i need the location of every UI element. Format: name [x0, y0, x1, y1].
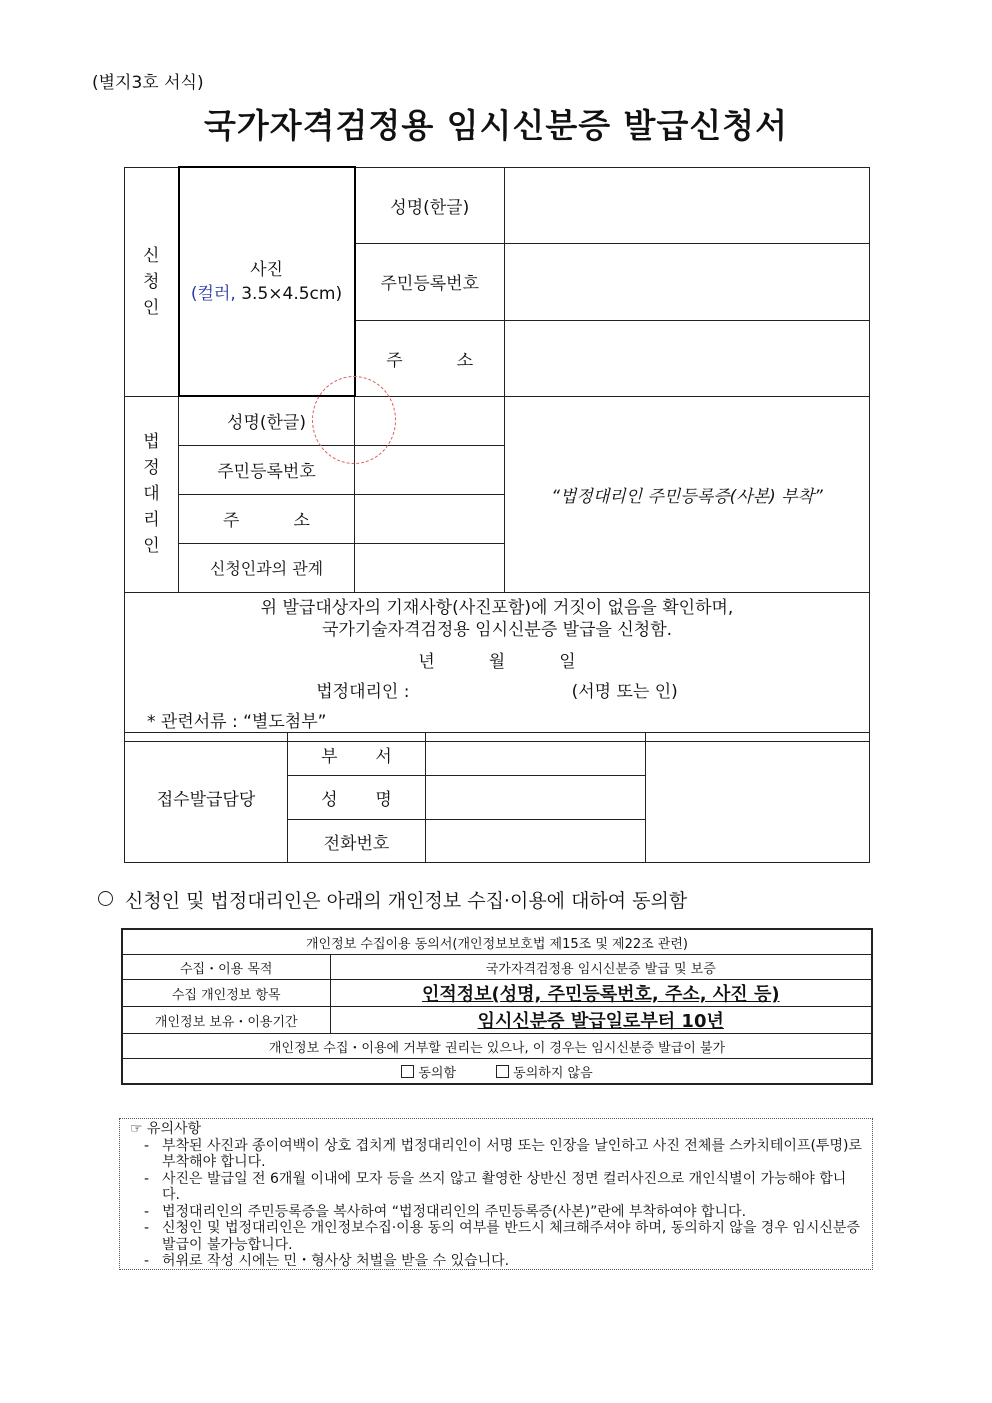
- representative-relation-label: 신청인과의 관계: [179, 543, 355, 592]
- reception-name-field[interactable]: [426, 776, 646, 820]
- note-item: - 허위로 작성 시에는 민・형사상 처벌을 받을 수 있습니다.: [144, 1253, 510, 1269]
- reception-name-label: 성 명: [288, 776, 426, 820]
- reception-phone-field[interactable]: [426, 820, 646, 863]
- reception-label: 접수발급담당: [125, 733, 288, 863]
- representative-section-label: 법 정 대 리 인: [125, 396, 179, 592]
- representative-name-label: 성명(한글): [179, 396, 355, 445]
- disagree-option[interactable]: 동의하지 않음: [496, 1066, 592, 1081]
- notes-box: [119, 1118, 873, 1270]
- photo-label: 사진: [250, 259, 283, 280]
- bullet-circle-icon: [98, 891, 113, 906]
- disagree-checkbox[interactable]: [496, 1065, 509, 1078]
- reception-phone-label: 전화번호: [288, 820, 426, 863]
- consent-heading: 신청인 및 법정대리인은 아래의 개인정보 수집·이용에 대하여 동의함: [98, 886, 687, 913]
- attachment-note: * 관련서류 : “별도첨부”: [147, 711, 327, 732]
- application-form-table: [124, 166, 870, 742]
- agree-option[interactable]: 동의함: [401, 1066, 456, 1081]
- agree-checkbox[interactable]: [401, 1065, 414, 1078]
- applicant-address-label: 주 소: [355, 320, 505, 396]
- document-title: 국가자격검정용 임시신분증 발급신청서: [204, 106, 788, 145]
- reception-table: [124, 732, 870, 863]
- representative-address-label: 주 소: [179, 494, 355, 543]
- applicant-section-label: 신 청 인: [125, 167, 179, 396]
- consent-purpose-value: 국가자격검정용 임시신분증 발급 및 보증: [330, 955, 872, 980]
- reception-dept-label: 부 서: [288, 733, 426, 776]
- signature-line[interactable]: 법정대리인 : (서명 또는 인): [316, 681, 678, 702]
- note-item: - 신청인 및 법정대리인은 개인정보수집·이용 동의 여부를 반드시 체크해주셔야 하며, 동의하지 않을 경우 임시신분증 발급이 불가능합니다.: [144, 1220, 860, 1253]
- consent-period-value: 임시신분증 발급일로부터 10년: [330, 1007, 872, 1034]
- representative-id-label: 주민등록번호: [179, 445, 355, 494]
- applicant-address-field[interactable]: [505, 320, 870, 396]
- declaration-section: [125, 592, 870, 741]
- note-item: - 부착된 사진과 종이여백이 상호 겹치게 법정대리인이 서명 또는 인장을 날인하고 사진 전체를 스카치테이프(투명)로 부착해야 합니다.: [144, 1137, 862, 1170]
- consent-table: [121, 928, 873, 1085]
- reception-stamp-area[interactable]: [646, 733, 870, 863]
- reception-dept-field[interactable]: [426, 733, 646, 776]
- applicant-id-field[interactable]: [505, 243, 870, 320]
- applicant-name-field[interactable]: [505, 167, 870, 243]
- consent-items-value: 인적정보(성명, 주민등록번호, 주소, 사진 등): [330, 980, 872, 1007]
- declaration-line-2: 국가기술자격검정용 임시신분증 발급을 신청함.: [321, 619, 673, 640]
- applicant-id-label: 주민등록번호: [355, 243, 505, 320]
- consent-choice-row: [122, 1059, 872, 1085]
- representative-id-field[interactable]: [355, 445, 505, 494]
- date-line[interactable]: 년 월 일: [418, 651, 576, 672]
- representative-name-field[interactable]: [355, 396, 505, 445]
- consent-table-title: 개인정보 수집이용 동의서(개인정보보호법 제15조 및 제22조 관련): [122, 929, 872, 955]
- note-item: - 사진은 발급일 전 6개월 이내에 모자 등을 쓰지 않고 촬영한 상반신 정면 컬러사진으로 개인식별이 가능해야 합니다.: [144, 1170, 847, 1203]
- consent-items-label: 수집 개인정보 항목: [122, 980, 330, 1007]
- representative-id-attach-area[interactable]: “법정대리인 주민등록증(사본) 부착”: [505, 396, 870, 592]
- notes-title: ☞ 유의사항: [130, 1121, 202, 1137]
- consent-refusal-note: 개인정보 수집・이용에 거부할 권리는 있으나, 이 경우는 임시신분증 발급이 불가: [122, 1034, 872, 1059]
- representative-relation-field[interactable]: [355, 543, 505, 592]
- consent-period-label: 개인정보 보유・이용기간: [122, 1007, 330, 1034]
- note-item: - 법정대리인의 주민등록증을 복사하여 “법정대리인의 주민등록증(사본)”란에 부착하여야 합니다.: [144, 1203, 747, 1220]
- representative-address-field[interactable]: [355, 494, 505, 543]
- photo-area[interactable]: [179, 167, 355, 396]
- applicant-name-label: 성명(한글): [355, 167, 505, 243]
- consent-purpose-label: 수집・이용 목적: [122, 955, 330, 980]
- photo-spec: (컬러, 3.5×4.5cm): [190, 283, 343, 304]
- form-reference: (별지3호 서식): [92, 73, 204, 93]
- declaration-line-1: 위 발급대상자의 기재사항(사진포함)에 거짓이 없음을 확인하며,: [260, 597, 734, 618]
